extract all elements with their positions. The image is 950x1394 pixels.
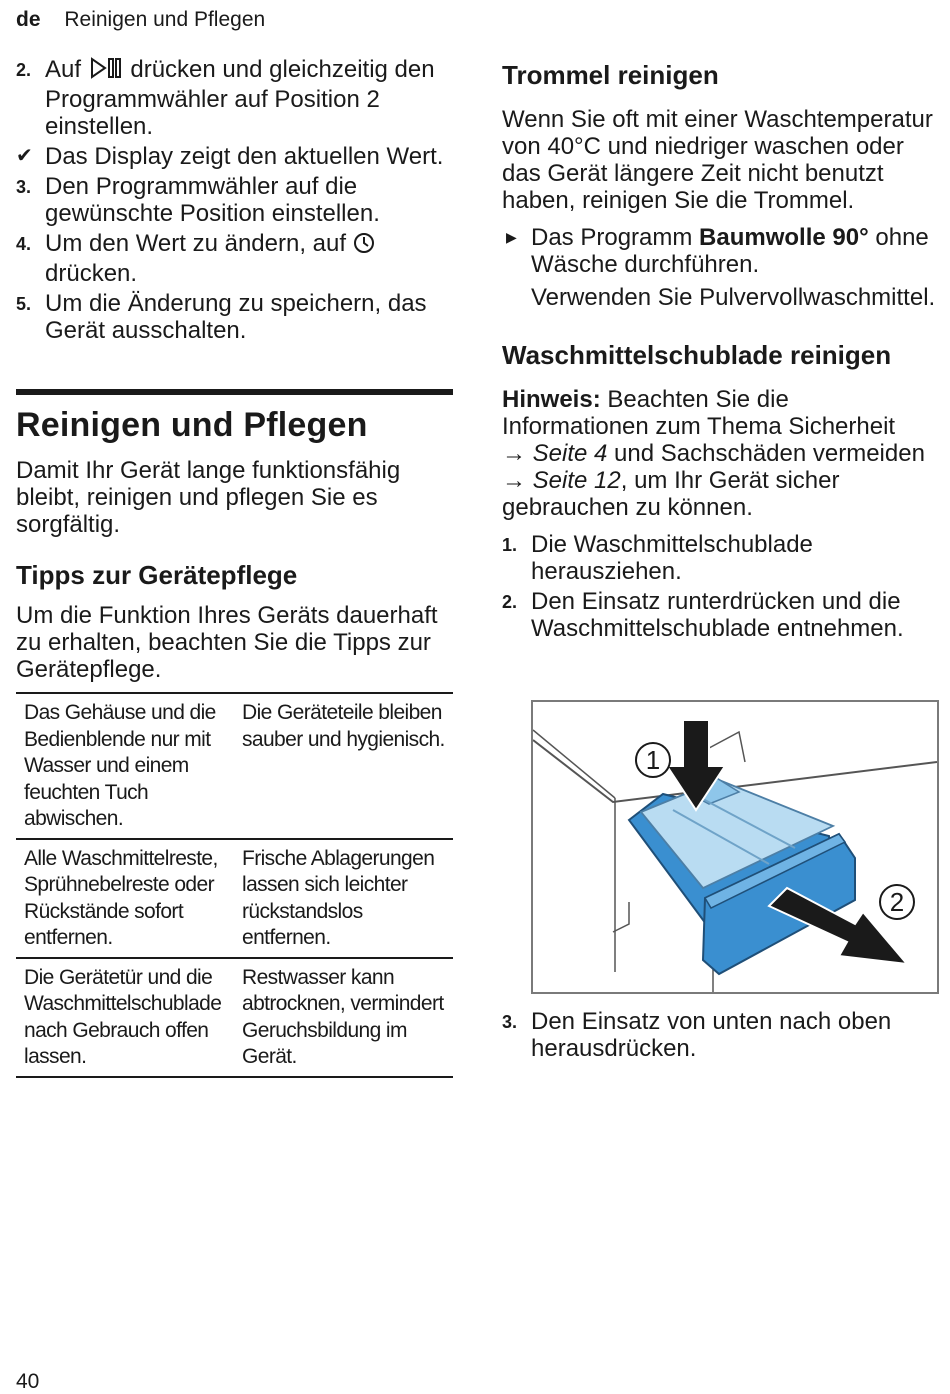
hint-label: Hinweis:	[502, 386, 601, 413]
drawer-illustration	[531, 700, 939, 994]
arrow-icon: →	[502, 467, 526, 494]
drum-step	[502, 224, 942, 278]
step-text-cont: drücken und gleichzeitig den Programmwähler auf Position 2 einstellen.	[45, 56, 435, 140]
marker-1-label: 1	[645, 745, 661, 775]
page-reference[interactable]: Seite 12	[532, 467, 621, 494]
section-intro: Damit Ihr Gerät lange funktionsfähig bleibt, reinigen und pflegen Sie es sorgfältig.	[16, 457, 401, 538]
step-number: 3.	[16, 177, 32, 197]
section-title: Reinigen und Pflegen	[16, 406, 368, 444]
table-cell-effect: Die Geräteteile bleiben sauber und hygienisch.	[234, 693, 453, 839]
header-section-title: Reinigen und Pflegen	[64, 8, 266, 31]
hint-text: und Sachschäden vermeiden	[607, 440, 925, 467]
page-reference[interactable]: Seite 4	[532, 440, 608, 467]
step-number: 5.	[16, 294, 32, 314]
language-code: de	[16, 8, 41, 31]
clock-icon	[353, 232, 375, 260]
drum-note: Verwenden Sie Pulvervollwaschmittel.	[531, 284, 936, 311]
step-result	[16, 143, 453, 170]
arrow-icon: →	[502, 440, 526, 467]
triangle-bullet-icon: ▶	[506, 229, 517, 245]
table-cell-effect: Restwasser kann abtrocknen, vermindert Geruchsbildung im Gerät.	[234, 958, 453, 1077]
table-row	[16, 839, 453, 958]
step-number: 3.	[502, 1012, 518, 1032]
drawer-step-3	[502, 1008, 942, 1062]
drawer-step-3-wrap	[502, 1008, 942, 1065]
step-4	[16, 230, 453, 287]
drawer-heading: Waschmittelschublade reinigen	[502, 340, 892, 370]
step-text: Den Einsatz von unten nach oben herausdrücken.	[531, 1008, 892, 1062]
step-text: Das Programm	[531, 224, 700, 251]
hint-text: , um Ihr Gerät sicher gebrauchen zu können.	[502, 467, 840, 521]
drawer-illustration-svg	[533, 702, 937, 992]
step-3	[16, 173, 453, 227]
program-name: Baumwolle 90°	[699, 224, 869, 251]
table-cell-action: Alle Waschmittelreste, Sprühnebelreste oder Rückstände sofort entfernen.	[16, 839, 234, 958]
step-text: Den Einsatz runterdrücken und die Waschmittelschublade entnehmen.	[531, 588, 904, 642]
drawer-step-1	[502, 531, 942, 585]
step-number: 2.	[502, 592, 518, 612]
step-text: Auf	[45, 56, 88, 83]
step-5	[16, 290, 453, 344]
step-2-press-start	[16, 56, 453, 140]
tips-heading: Tipps zur Gerätepflege	[16, 560, 298, 590]
step-text-cont: ohne Wäsche durchführen.	[531, 224, 929, 278]
table-cell-effect: Frische Ablagerungen lassen sich leichter rückstandslos entfernen.	[234, 839, 453, 958]
drawer-step-2	[502, 588, 942, 642]
step-text: Das Display zeigt den aktuellen Wert.	[45, 143, 444, 170]
tips-intro: Um die Funktion Ihres Geräts dauerhaft zu erhalten, beachten Sie die Tipps zur Gerätepflege.	[16, 602, 438, 683]
step-text-cont: drücken.	[45, 260, 138, 287]
page-header	[16, 8, 265, 32]
left-column	[16, 56, 453, 1078]
table-row	[16, 693, 453, 839]
step-text: Den Programmwähler auf die gewünschte Position einstellen.	[45, 173, 380, 227]
step-text: Um den Wert zu ändern, auf	[45, 230, 353, 257]
check-icon: ✔	[16, 145, 33, 167]
step-text: Die Waschmittelschublade herausziehen.	[531, 531, 813, 585]
hint-paragraph	[502, 386, 942, 521]
drum-heading: Trommel reinigen	[502, 60, 719, 90]
table-row	[16, 958, 453, 1077]
tips-table	[16, 692, 453, 1078]
marker-2-label: 2	[889, 887, 905, 917]
start-pause-icon	[88, 56, 124, 86]
hint-text: Beachten Sie die Informationen zum Thema Sicherheit	[502, 386, 896, 440]
table-cell-action: Die Gerätetür und die Waschmittelschublade nach Gebrauch offen lassen.	[16, 958, 234, 1077]
step-number: 2.	[16, 60, 32, 80]
step-number: 4.	[16, 234, 32, 254]
step-text: Um die Änderung zu speichern, das Gerät ausschalten.	[45, 290, 427, 344]
step-number: 1.	[502, 535, 518, 555]
section-rule	[16, 389, 453, 395]
right-column	[502, 56, 942, 645]
drum-text: Wenn Sie oft mit einer Waschtemperatur von 40°C und niedriger waschen oder das Gerät längere Zeit nicht benutzt haben, reinigen Sie die Trommel.	[502, 106, 933, 214]
table-cell-action: Das Gehäuse und die Bedienblende nur mit Wasser und einem feuchten Tuch abwischen.	[16, 693, 234, 839]
page-number: 40	[16, 1370, 40, 1393]
